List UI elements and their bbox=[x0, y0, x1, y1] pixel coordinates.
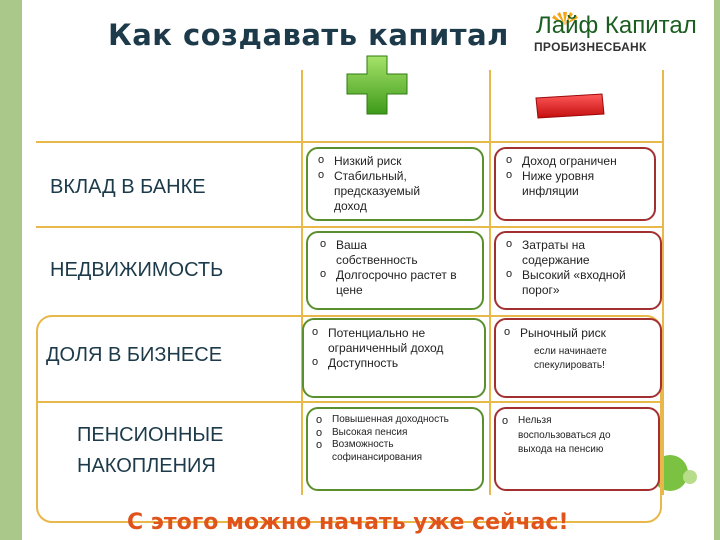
bank-logo bbox=[510, 8, 696, 60]
list-item: o Затраты на содержание bbox=[502, 238, 612, 268]
pros-box-business bbox=[302, 318, 486, 398]
cons-note: если начинаете спекулировать! bbox=[534, 346, 607, 371]
pros-box-pension bbox=[306, 407, 484, 491]
pros-box-realty bbox=[306, 231, 484, 310]
row-label-bank: ВКЛАД В БАНКЕ bbox=[50, 176, 206, 198]
left-decorative-stripe bbox=[0, 0, 22, 540]
row-label-pension-1: ПЕНСИОННЫЕ bbox=[77, 424, 224, 446]
grid-hline-3 bbox=[36, 401, 664, 403]
minus-icon bbox=[532, 92, 608, 122]
right-decorative-stripe bbox=[714, 0, 720, 540]
row-label-business: ДОЛЯ В БИЗНЕСЕ bbox=[46, 344, 223, 366]
list-item: o Ваша собственность bbox=[316, 238, 436, 268]
list-item: o Потенциально не ограниченный доход bbox=[308, 326, 468, 356]
pros-box-bank bbox=[306, 147, 484, 221]
list-item: o Высокий «входной порог» bbox=[502, 268, 650, 298]
cons-box-business bbox=[494, 318, 662, 398]
list-item: o Высокая пенсия bbox=[312, 427, 478, 440]
list-item: o Стабильный, предсказуемый доход bbox=[314, 169, 452, 214]
list-item: o Ниже уровня инфляции bbox=[502, 169, 622, 199]
page-title: Как создавать капитал bbox=[108, 18, 509, 52]
cons-box-pension bbox=[494, 407, 660, 491]
list-item: o Долгосрочно растет в цене bbox=[316, 268, 468, 298]
grid-hline-1 bbox=[36, 141, 664, 143]
row-label-realty: НЕДВИЖИМОСТЬ bbox=[50, 259, 224, 281]
plus-icon bbox=[343, 52, 411, 118]
grid-hline-2 bbox=[36, 226, 664, 228]
list-item: o Доступность bbox=[308, 356, 480, 371]
cons-box-bank bbox=[494, 147, 656, 221]
left-stripe-divider bbox=[22, 0, 24, 540]
decor-circle-small bbox=[683, 470, 697, 484]
list-item: o Повышенная доходность bbox=[312, 414, 478, 427]
logo-subtitle: ПРОБИЗНЕСБАНК bbox=[534, 40, 647, 54]
cons-box-realty bbox=[494, 231, 662, 310]
logo-brand-name: Лайф Капитал bbox=[536, 12, 697, 39]
row-label-pension-2: НАКОПЛЕНИЯ bbox=[77, 455, 216, 477]
list-item: o Доход ограничен bbox=[502, 154, 648, 169]
list-item: o Рыночный риск bbox=[500, 326, 656, 341]
list-item: o Низкий риск bbox=[314, 154, 476, 169]
list-item: o Нельзя воспользоваться до выхода на пенсию bbox=[498, 414, 628, 458]
footer-call-to-action: С этого можно начать уже сейчас! bbox=[127, 510, 569, 535]
list-item: o Возможность софинансирования bbox=[312, 439, 442, 464]
grid-vline-3 bbox=[662, 70, 664, 495]
